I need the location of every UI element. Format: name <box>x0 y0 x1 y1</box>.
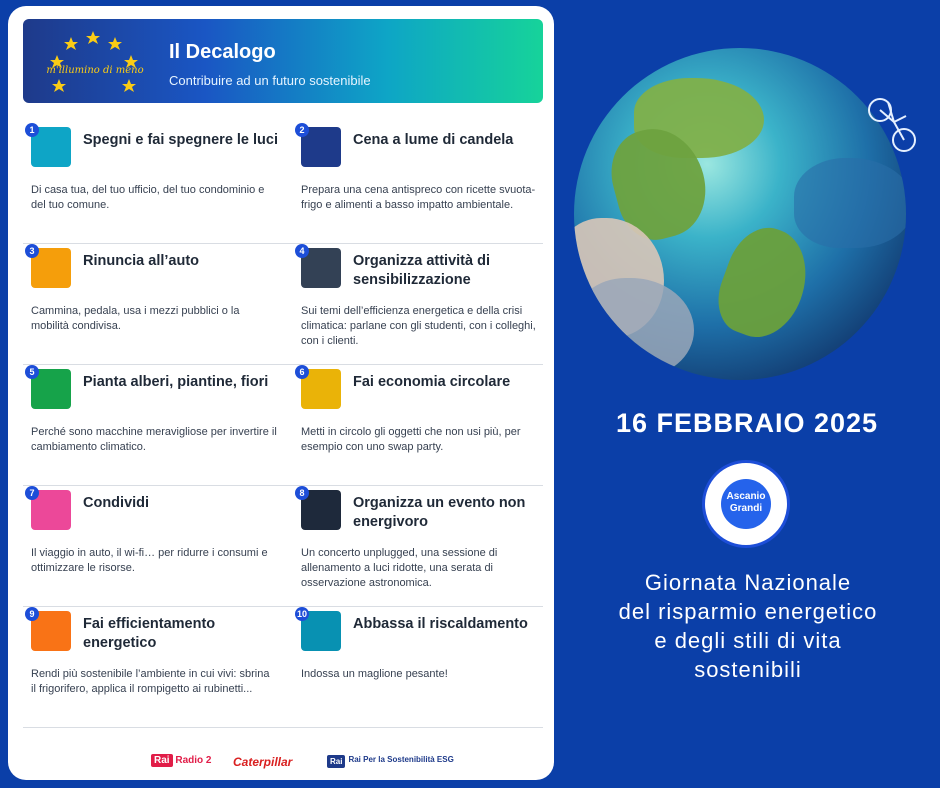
decalogo-item-6 <box>293 359 551 479</box>
event-title-line-4: sostenibili <box>694 657 802 682</box>
item-title: Abbassa il riscaldamento <box>353 616 528 632</box>
rai-sostenibilita-logo <box>327 755 454 768</box>
item-title: Organizza attività di sensibilizzazione <box>353 253 490 288</box>
bicycle-icon <box>866 92 924 154</box>
decalogo-item-3 <box>23 238 281 358</box>
seal-name: Ascanio Grandi <box>721 479 771 529</box>
row-divider <box>23 364 543 365</box>
decalogo-item-4 <box>293 238 551 358</box>
item-description: Un concerto unplugged, una sessione di allenamento a luci ridotte, una serata di osservazione astronomica. <box>301 547 498 589</box>
event-title-line-2: del risparmio energetico <box>618 599 878 624</box>
event-title <box>556 568 940 684</box>
decalogo-item-10 <box>293 601 551 721</box>
sostenibilita-text: Rai Per la Sostenibilità ESG <box>348 755 454 764</box>
item-number-badge: 8 <box>295 486 309 500</box>
item-number-badge: 10 <box>296 609 307 619</box>
item-number-badge: 5 <box>25 365 39 379</box>
decalogo-item-9 <box>23 601 281 721</box>
event-title-line-3: e degli stili di vita <box>654 628 842 653</box>
item-number-badge: 6 <box>295 365 309 379</box>
item-description: Di casa tua, del tuo ufficio, del tuo condominio e del tuo comune. <box>31 184 265 211</box>
rai-badge-2: Rai <box>327 755 345 768</box>
banner-title: Il Decalogo <box>169 41 276 63</box>
radio2-text: Radio 2 <box>175 755 212 766</box>
item-title: Fai efficientamento energetico <box>83 616 216 651</box>
event-title-line-1: Giornata Nazionale <box>644 570 852 595</box>
item-description: Prepara una cena antispreco con ricette svuota-frigo e alimenti a basso impatto ambientale. <box>301 184 536 211</box>
item-title: Spegni e fai spegnere le luci <box>83 132 279 148</box>
item-number-badge: 9 <box>25 607 39 621</box>
item-description: Metti in circolo gli oggetti che non usi più, per esempio con uno swap party. <box>301 426 521 453</box>
item-title: Rinuncia all’auto <box>83 253 200 269</box>
row-divider <box>23 485 543 486</box>
item-description: Indossa un maglione pesante! <box>301 668 448 680</box>
decalogo-card <box>8 6 554 780</box>
item-title: Pianta alberi, piantine, fiori <box>83 374 269 390</box>
banner-subtitle: Contribuire ad un futuro sostenibile <box>169 73 371 88</box>
decalogo-item-5 <box>23 359 281 479</box>
item-number-badge: 1 <box>25 123 39 137</box>
item-title: Fai economia circolare <box>353 374 511 390</box>
decalogo-item-8 <box>293 480 551 600</box>
item-description: Il viaggio in auto, il wi-fi… per ridurre i consumi e ottimizzare le risorse. <box>31 547 268 574</box>
decalogo-item-7 <box>23 480 281 600</box>
item-number-badge: 4 <box>295 244 309 258</box>
rai-badge: Rai <box>151 754 173 767</box>
millumino-di-meno-logo <box>43 27 153 97</box>
rai-radio2-logo <box>151 755 211 766</box>
item-description: Sui temi dell’efficienza energetica e della crisi climatica: parlane con gli studenti, con i colleghi, con i clienti. <box>301 305 536 347</box>
row-divider <box>23 606 543 607</box>
school-seal <box>702 460 790 548</box>
item-number-badge: 3 <box>25 244 39 258</box>
decalogo-banner <box>23 19 543 103</box>
row-divider <box>23 243 543 244</box>
item-number-badge: 2 <box>295 123 309 137</box>
item-description: Perché sono macchine meravigliose per invertire il cambiamento climatico. <box>31 426 277 453</box>
item-description: Rendi più sostenibile l’ambiente in cui vivi: sbrina il frigorifero, applica il rompigetto ai rubinetti... <box>31 668 270 695</box>
item-title: Cena a lume di candela <box>353 132 514 148</box>
caterpillar-logo: Caterpillar <box>233 755 293 769</box>
item-number-badge: 7 <box>25 486 39 500</box>
decalogo-item-2 <box>293 117 551 237</box>
item-description: Cammina, pedala, usa i mezzi pubblici o la mobilità condivisa. <box>31 305 240 332</box>
decalogo-item-1 <box>23 117 281 237</box>
item-title: Condividi <box>83 495 150 511</box>
item-title: Organizza un evento non energivoro <box>353 495 526 530</box>
event-date: 16 FEBBRAIO 2025 <box>615 408 879 438</box>
earth-globe-image <box>574 48 906 380</box>
row-divider <box>23 727 543 728</box>
logo-text: m'illumino di meno <box>46 65 144 76</box>
